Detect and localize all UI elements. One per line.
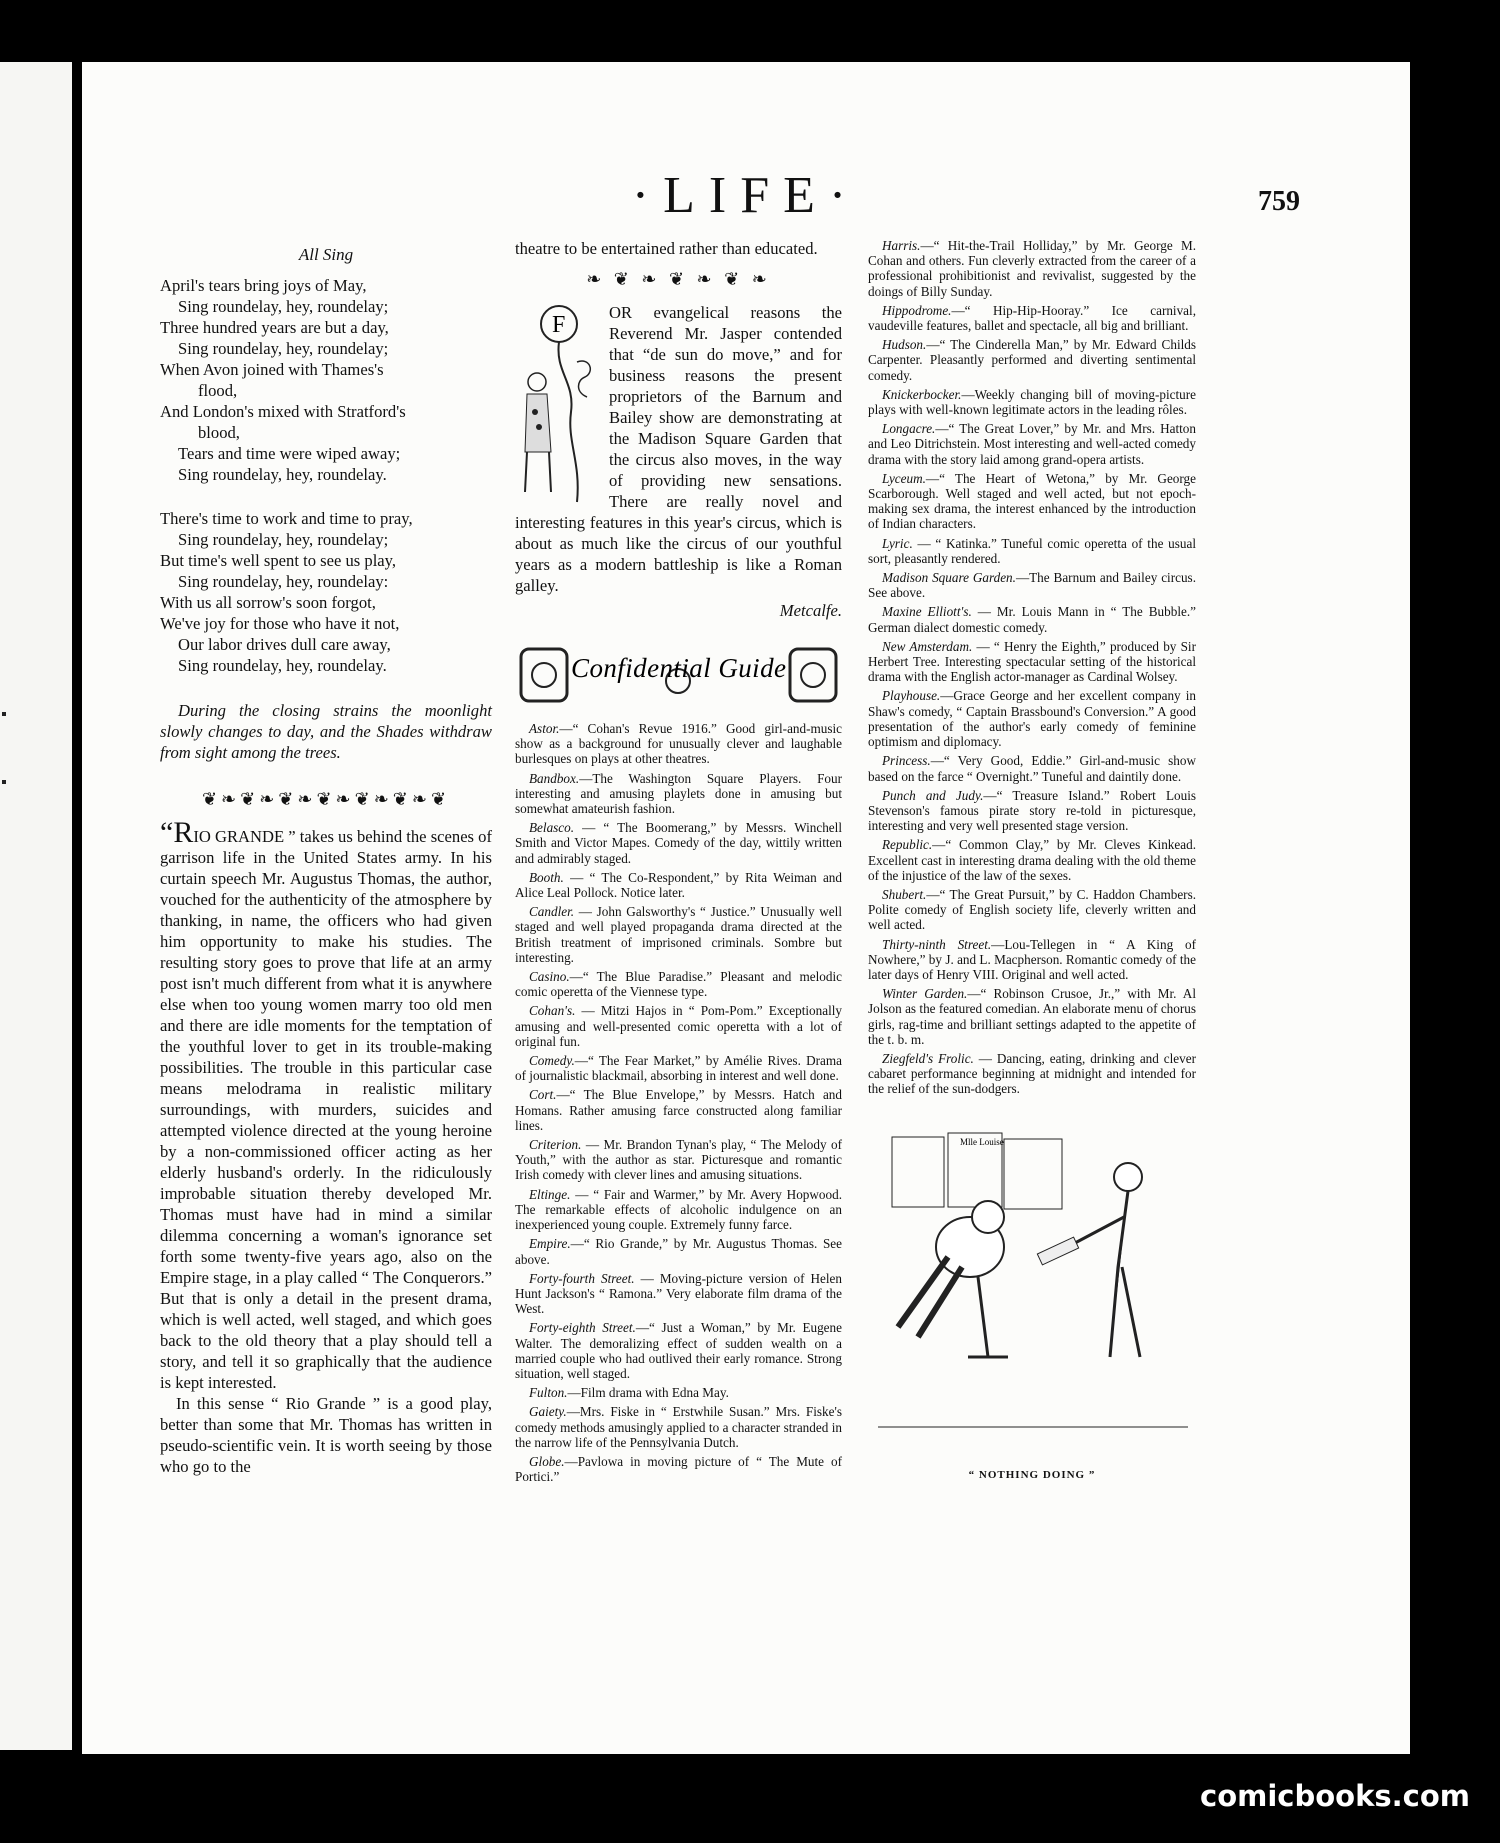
guide-entry [868,887,1196,933]
poem-line: With us all sorrow's soon forgot, [160,593,376,612]
watermark: comicbooks.com [1200,1779,1470,1813]
entry-text: —“ Robinson Crusoe, Jr.,” with Mr. Al Jolson as the featured comedian. An elaborate menu of chorus girls, rag-time and brilliant settings adapted to the appetite of the t. b. m. [868,986,1196,1047]
entry-text: —“ Rio Grande,” by Mr. Augustus Thomas. See above. [515,1236,842,1267]
review-paragraph: “RIO GRANDE ” takes us behind the scenes of garrison life in the United States army. In his curtain speech Mr. Augustus Thomas, the author, vouched for the authenticity of the atmosphere by thanking, in name, the officers who had given him opportunity to make his studies. The resulting story goes to prove that life at an army post isn't much different from what it is anywhere else when too young women marry too old men and there are idle moments for the temptation of the youthful lover to get in its trouble-making possibilities. The trouble in this particular case means melodrama in realistic military surroundings, with murders, suicides and attempted violence directed at the young heroine by a non-commissioned officer acting as her elderly husband's orderly. In the ridiculously improbable situation thereby developed Mr. Thomas must have had in mind a similar dilemma concerning a woman's ignorance set forth some twenty-five years ago, also on the Empire stage, in a play called “ The Conquerors.” But that is only a detail in the present drama, which is well acted, well staged, and which goes back to the old theory that a play should tell a story, and tell it so graphically that the audience is kept interested. [160,816,492,1392]
guide-entry [515,904,842,965]
theatre-name: Casino. [529,969,570,985]
theatre-name: Criterion. [529,1137,582,1153]
poem-stanza [160,275,492,485]
cartoon-caption: “ NOTHING DOING ” [968,1469,1096,1482]
theatre-name: Hudson. [882,337,927,353]
theatre-name: Maxine Elliott's. [882,604,972,620]
entry-text: —“ Hip-Hip-Hooray.” Ice carnival, vaudeville features, ballet and spectacle, all big and brilliant. [868,302,1196,334]
guide-entry [868,788,1196,834]
guide-entry [868,937,1196,983]
entry-text: —Pavlowa in moving picture of “ The Mute of Portici.” [515,1453,842,1485]
page-mark [2,712,6,716]
entry-text: — “ The Co-Respondent,” by Rita Weiman and Alice Leal Pollock. Notice later. [515,869,842,901]
theatre-name: Playhouse. [882,688,941,704]
confidential-guide-header [515,641,842,707]
poem-line: April's tears bring joys of May, [160,276,367,295]
column-right [868,238,1196,1484]
poem-line: flood, [198,381,238,400]
entry-text: — Dancing, eating, drinking and clever cabaret performance beginning at midnight and intended for the relief of the sun-dodgers. [868,1050,1196,1097]
theatre-name: Globe. [529,1453,565,1469]
entry-text: —“ Very Good, Eddie.” Girl-and-music show based on the farce “ Overnight.” Tuneful and daintily done. [868,753,1196,784]
guide-entries-b [868,238,1196,1097]
theatre-name: Comedy. [529,1053,575,1069]
entry-text: —“ The Great Pursuit,” by C. Haddon Chambers. Polite comedy of English society life, cleverly written and well acted. [868,886,1196,933]
guide-entry [515,771,842,817]
theatre-name: Forty-eighth Street. [529,1320,636,1336]
entry-text: — “ Henry the Eighth,” produced by Sir Herbert Tree. Interesting spectacular setting of the historical drama with the English actor-manager as Cardinal Wolsey. [868,638,1196,685]
theatre-name: Shubert. [882,886,927,902]
guide-entry [515,1271,842,1317]
theatre-name: Cort. [529,1087,557,1103]
entry-text: — Mr. Brandon Tynan's play, “ The Melody of Youth,” with the author as star. Picturesque and romantic Irish comedy with clever lines and amusing situations. [515,1137,842,1183]
entry-text: — John Galsworthy's “ Justice.” Unusually well staged and well played propaganda drama directed at the British treatment of imprisoned criminals. Sombre but interesting. [515,904,842,965]
theatre-name: Bandbox. [529,770,580,786]
entry-text: —“ Hit-the-Trail Holliday,” by Mr. George M. Cohan and others. Fun cleverly extracted from the career of a professional prohibitionist and revivalist, suggested by the doings of Billy Sunday. [868,238,1196,299]
theatre-name: Forty-fourth Street. [529,1270,635,1286]
cartoon-illustration-icon [878,1127,1188,1457]
entry-text: —Mrs. Fiske in “ Erstwhile Susan.” Mrs. Fiske's comedy methods amusingly applied to a character stranded in the narrow life of the Pennsylvania Dutch. [515,1404,842,1450]
poem-line: Sing roundelay, hey, roundelay; [178,530,389,549]
circus-drop-cap: F [552,312,566,338]
entry-text: —“ Cohan's Revue 1916.” Good girl-and-music show as a background for unusually clever and laughable burlesques on plays at other theatres. [515,721,842,767]
guide-entry [868,471,1196,532]
entry-text: —“ Common Clay,” by Mr. Cleves Kinkead. Excellent cast in interesting drama dealing with the old theme of the injustice of the law of the sexes. [868,837,1196,883]
guide-entry [515,870,842,900]
poem-line: Sing roundelay, hey, roundelay: [178,572,389,591]
theatre-name: Princess. [882,753,931,769]
ornament-divider: ❦❧❦❧❦❧❦❧❦❧❦❧❦ [201,789,451,809]
theatre-name: Fulton. [529,1385,568,1401]
guide-entry [868,337,1196,383]
theatre-name: Lyric. [882,535,913,551]
guide-title: Confidential Guide [571,653,786,683]
entry-text: — Moving-picture version of Helen Hunt Jackson's “ Ramona.” Very elaborate film drama of the West. [515,1270,842,1317]
theatre-name: Punch and Judy. [882,787,984,803]
guide-entry [515,820,842,866]
poem-stanza [160,508,492,676]
theatre-name: Ziegfeld's Frolic. [882,1050,974,1066]
entry-text: —The Barnum and Bailey circus. See above. [868,570,1196,601]
guide-entry [515,721,842,767]
column-middle [515,238,842,1488]
poem-line: Sing roundelay, hey, roundelay. [178,656,387,675]
poem-title: All Sing [298,245,354,264]
entry-text: —“ The Heart of Wetona,” by Mr. George Scarborough. Well staged and well acted, but not epoch-making sex drama, the interest enhanced by the introduction of Indian characters. [868,470,1196,532]
guide-entry [868,1051,1196,1097]
circus-article [515,302,842,621]
guide-entry [868,639,1196,685]
page-number: 759 [1258,186,1300,217]
review-continuation: theatre to be entertained rather than educated. [515,239,818,258]
poem-line: Sing roundelay, hey, roundelay; [178,339,389,358]
theatre-name: Belasco. [529,820,575,836]
author-signature: Metcalfe. [779,601,842,620]
theatre-name: Cohan's. [529,1003,576,1019]
poem-line: We've joy for those who have it not, [160,614,400,633]
poem-line: Sing roundelay, hey, roundelay. [178,465,387,484]
page-mark [2,780,6,784]
entry-text: —Film drama with Edna May. [567,1385,729,1401]
theatre-name: Winter Garden. [882,986,968,1002]
poster-text: Mlle Louise [960,1136,1004,1147]
stage-direction: During the closing strains the moonlight slowly changes to day, and the Shades withdraw from sight among the trees. [160,701,492,762]
entry-text: —Grace George and her excellent company in Shaw's comedy, “ Captain Brassbound's Conversion.” A good presentation of the author's early comedy of feminine optimism and diplomacy. [868,688,1196,750]
entry-text: — Mitzi Hajos in “ Pom-Pom.” Exceptionally amusing and well-presented comic operetta with a lot of original fun. [515,1003,842,1049]
guide-entry [515,1137,842,1183]
poem-line: When Avon joined with Thames's [160,360,384,379]
theatre-name: Harris. [882,238,921,253]
theatre-name: Gaiety. [529,1404,567,1420]
guide-banner-icon [515,641,842,707]
guide-entry [515,1236,842,1266]
theatre-name: Longacre. [882,421,936,437]
clown-illustration-icon [515,302,603,510]
guide-entry [515,1087,842,1133]
poem-line: Our labor drives dull care away, [178,635,391,654]
theatre-name: Republic. [882,837,933,853]
guide-entry [515,1320,842,1381]
poem-line: Three hundred years are but a day, [160,318,389,337]
theatre-name: Madison Square Garden. [882,570,1016,586]
poem-line: blood, [198,423,240,442]
guide-entry [515,1404,842,1450]
adjacent-page-edge [0,62,72,1750]
entry-text: —“ The Great Lover,” by Mr. and Mrs. Hatton and Leo Ditrichstein. Most interesting and well-acted comedy drama with the story laid among grand-opera artists. [868,421,1196,467]
guide-entries-a [515,721,842,1484]
entry-text: — Mr. Louis Mann in “ The Bubble.” German dialect domestic comedy. [868,604,1196,635]
guide-entry [868,421,1196,467]
guide-entry [868,303,1196,333]
entry-text: — “ Fair and Warmer,” by Mr. Avery Hopwood. The remarkable effects of alcoholic indulgence on an inexperienced young couple. Extremely funny farce. [515,1186,842,1233]
guide-entry [868,238,1196,299]
entry-text: — “ The Boomerang,” by Messrs. Winchell Smith and Victor Mapes. Comedy of the day, wittily written and admirably staged. [515,820,842,866]
poem-line: And London's mixed with Stratford's [160,402,406,421]
drop-cap: “R [160,816,194,849]
circus-text: OR evangelical reasons the Reverend Mr. Jasper contended that “de sun do move,” and for business reasons the present proprietors of the Barnum and Bailey show are demonstrating at the Madison Square Garden that the circus also moves, in the way of providing new sensations. There are really novel and interesting features in this year's circus, which is about as much like the circus of our youthful years as a modern battleship is like a Roman galley. [515,303,842,595]
guide-entry [515,1003,842,1049]
entry-text: —“ The Blue Envelope,” by Messrs. Hatch and Homans. Rather amusing farce constructed along familiar lines. [515,1087,842,1133]
entry-text: — “ Katinka.” Tuneful comic operetta of the usual sort, pleasantly rendered. [868,535,1196,566]
guide-entry [515,1187,842,1233]
entry-text: —The Washington Square Players. Four interesting and amusing playlets done in amusing but somewhat amateurish fashion. [515,770,842,817]
theatre-name: Eltinge. [529,1186,571,1202]
poem-line: But time's well spent to see us play, [160,551,397,570]
theatre-name: New Amsterdam. [882,638,973,654]
theatre-name: Booth. [529,869,564,885]
entry-text: —“ The Fear Market,” by Amélie Rives. Drama of journalistic blackmail, absorbing in interest and well done. [515,1053,842,1084]
guide-entry [515,969,842,999]
guide-entry [868,753,1196,783]
poem-line: Sing roundelay, hey, roundelay; [178,297,389,316]
guide-entry [868,986,1196,1047]
guide-entry [868,688,1196,749]
guide-entry [868,604,1196,634]
entry-text: —Weekly changing bill of moving-picture plays with well-known legitimate actors in the leading rôles. [868,386,1196,418]
theatre-name: Hippodrome. [882,302,952,318]
theatre-name: Candler. [529,904,575,920]
theatre-name: Astor. [529,721,560,736]
poem-line: There's time to work and time to pray, [160,509,413,528]
theatre-name: Thirty-ninth Street. [882,936,992,952]
entry-text: —“ Treasure Island.” Robert Louis Stevenson's famous pirate story re-told in picturesque, interesting and very well presented stage version. [868,787,1197,834]
masthead: ·LIFE· [631,167,861,224]
entry-text: —“ The Blue Paradise.” Pleasant and melodic comic operetta of the Viennese type. [515,969,842,1000]
magazine-page [82,62,1410,1754]
review-paragraph: In this sense “ Rio Grande ” is a good play, better than some that Mr. Thomas has written in pseudo-scientific vein. It is worth seeing by those who go to the [160,1394,492,1476]
entry-text: —“ Just a Woman,” by Mr. Eugene Walter. The demoralizing effect of sudden wealth on a married couple who had outlived their early romance. Strong situation, well staged. [515,1320,842,1381]
theatre-name: Empire. [529,1236,571,1252]
entry-text: —“ The Cinderella Man,” by Mr. Edward Childs Carpenter. Pleasantly performed and diverting sentimental comedy. [868,337,1196,383]
guide-entry [868,837,1196,883]
theatre-name: Lyceum. [882,470,926,486]
guide-entry [515,1385,842,1400]
guide-entry [868,387,1196,417]
theatre-name: Knickerbocker. [882,386,962,402]
column-left [160,238,492,1477]
guide-entry [515,1454,842,1484]
poem-line: Tears and time were wiped away; [178,444,401,463]
entry-text: —Lou-Tellegen in “ A King of Nowhere,” by J. and L. Macpherson. Romantic comedy of the later days of Henry VIII. Original and well acted. [868,936,1196,982]
guide-entry [868,570,1196,600]
ornament-divider: ❧ ❦ ❧ ❦ ❧ ❦ ❧ [586,269,771,289]
guide-entry [515,1053,842,1083]
guide-entry [868,536,1196,566]
